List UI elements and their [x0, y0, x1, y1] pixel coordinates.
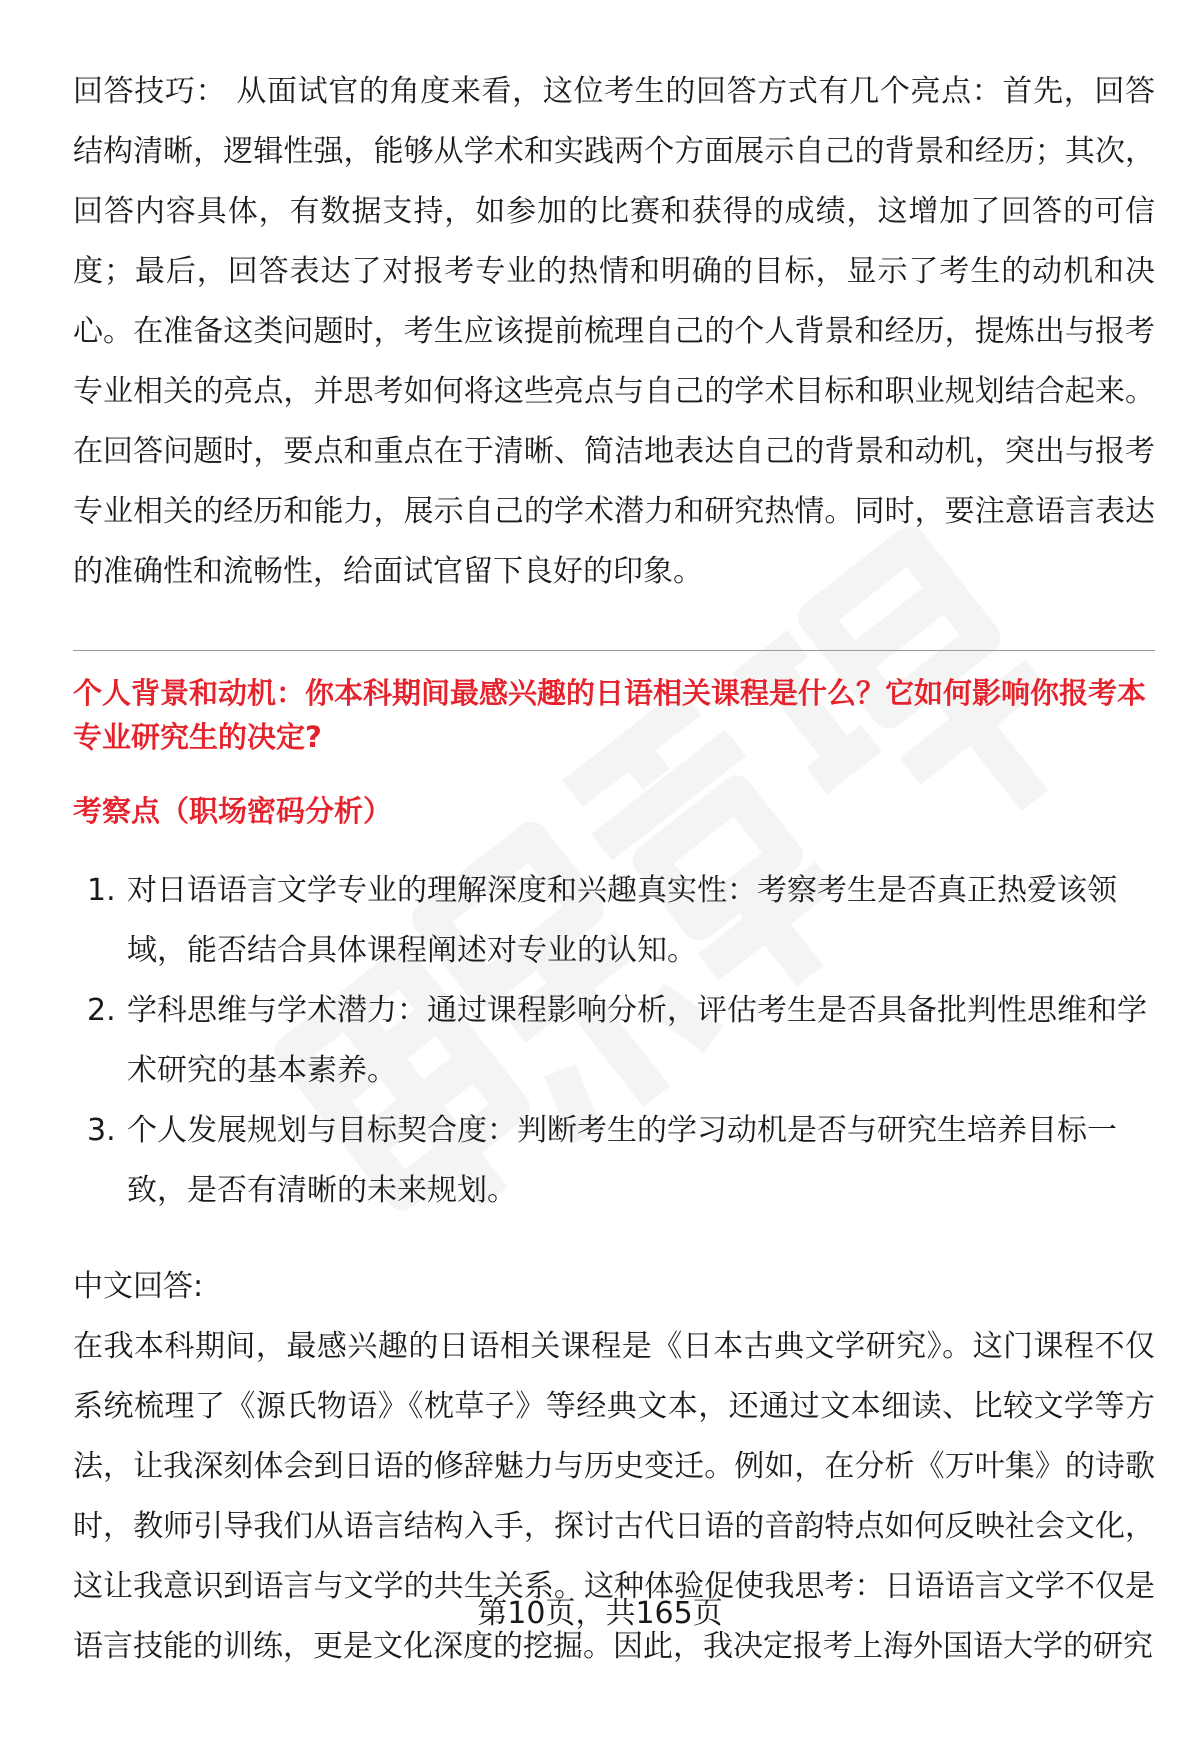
section-divider — [73, 650, 1155, 651]
list-item-text: 个人发展规划与目标契合度：判断考生的学习动机是否与研究生培养目标一致，是否有清晰的未来规划。 — [127, 1113, 1117, 1208]
chinese-answer-paragraph: 在我本科期间，最感兴趣的日语相关课程是《日本古典文学研究》。这门课程不仅系统梳理了《源氏物语》《枕草子》等经典文本，还通过文本细读、比较文学等方法，让我深刻体会到日语的修辞魅力与历史变迁。例如，在分析《万叶集》的诗歌时，教师引导我们从语言结构入手，探讨古代日语的音韵特点如何反映社会文化，这让我意识到语言与文学的共生关系。这种体验促使我思考：日语语言文学不仅是语言技能的训练，更是文化深度的挖掘。因此，我决定报考上海外国语大学的研究 — [73, 1329, 1155, 1664]
list-item-number: 1. — [87, 873, 116, 908]
page-number: 第10页，共165页 — [477, 1596, 723, 1631]
list-item — [73, 861, 1155, 981]
focus-points-heading: 考察点（职场密码分析） — [73, 794, 393, 828]
list-item — [73, 981, 1155, 1101]
list-item — [73, 1101, 1155, 1221]
list-item-number: 3. — [87, 1113, 116, 1148]
question-heading: 个人背景和动机：你本科期间最感兴趣的日语相关课程是什么？它如何影响你报考本专业研究生的决定? — [73, 676, 1147, 754]
answer-tips-paragraph: 回答技巧： 从面试官的角度来看，这位考生的回答方式有几个亮点：首先，回答结构清晰，逻辑性强，能够从学术和实践两个方面展示自己的背景和经历；其次，回答内容具体，有数据支持，如参加的比赛和获得的成绩，这增加了回答的可信度；最后，回答表达了对报考专业的热情和明确的目标，显示了考生的动机和决心。在准备这类问题时，考生应该提前梳理自己的个人背景和经历，提炼出与报考专业相关的亮点，并思考如何将这些亮点与自己的学术目标和职业规划结合起来。在回答问题时，要点和重点在于清晰、简洁地表达自己的背景和动机，突出与报考专业相关的经历和能力，展示自己的学术潜力和研究热情。同时，要注意语言表达的准确性和流畅性，给面试官留下良好的印象。 — [73, 74, 1155, 589]
page-content — [73, 62, 1155, 1677]
list-item-text: 学科思维与学术潜力：通过课程影响分析，评估考生是否具备批判性思维和学术研究的基本素养。 — [127, 993, 1147, 1088]
chinese-answer-label: 中文回答: — [73, 1269, 204, 1304]
focus-points-list — [73, 861, 1155, 1221]
list-item-text: 对日语语言文学专业的理解深度和兴趣真实性：考察考生是否真正热爱该领域，能否结合具体课程阐述对专业的认知。 — [127, 873, 1117, 968]
list-item-number: 2. — [87, 993, 116, 1028]
